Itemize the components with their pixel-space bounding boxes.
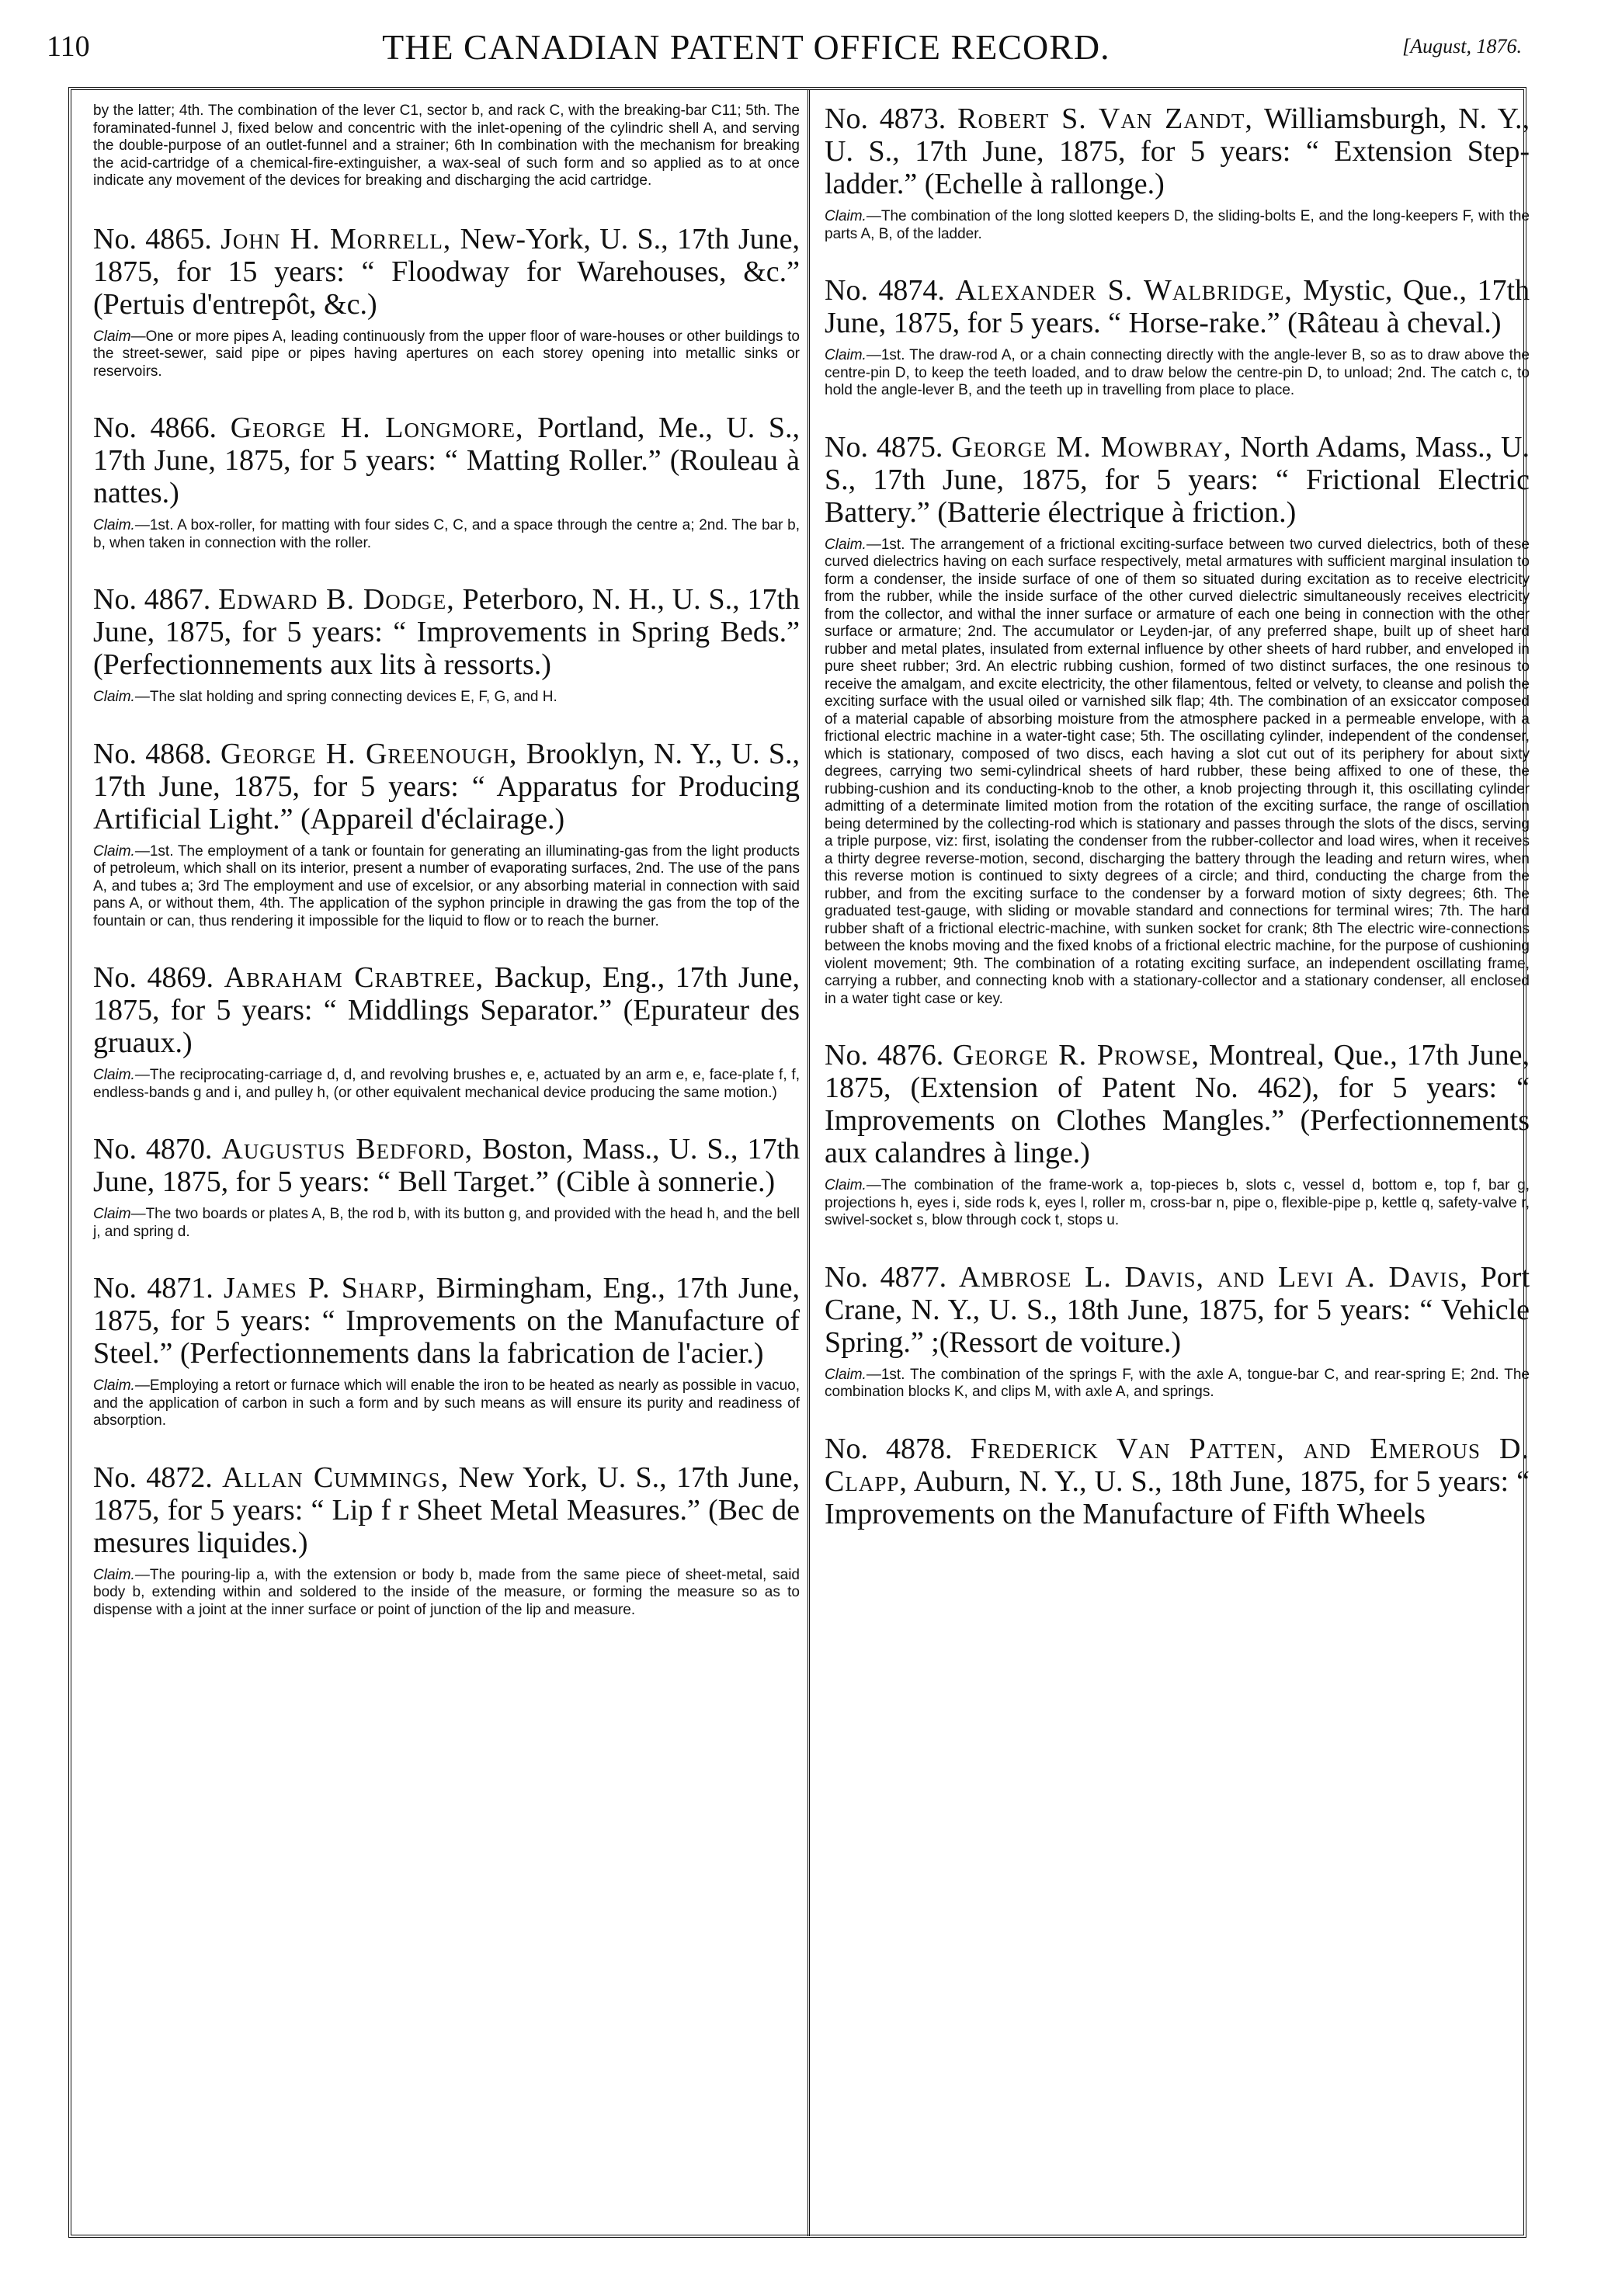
- claim-label: Claim.: [93, 1566, 135, 1583]
- inventor-name: George H. Longmore,: [230, 412, 524, 444]
- inventor-name: George M. Mowbray,: [951, 430, 1232, 464]
- patent-heading: [93, 1133, 800, 1198]
- claim-text: —The reciprocating-carriage d, d, and revolving brushes e, e, actuated by an arm e, e, face-plate f, f, endless-bands g and i, and pulley h, (or other equivalent mechanical device producing the same motion.): [93, 1067, 800, 1101]
- inventor-name: Robert S. Van Zandt,: [957, 102, 1253, 135]
- patent-number: No. 4878.: [825, 1432, 953, 1465]
- patent-entry: [93, 1272, 800, 1430]
- claim-label: Claim: [93, 328, 131, 345]
- patent-claim: [93, 1067, 800, 1102]
- inventor-name: Frederick Van Patten, and Emerous D. Clapp,: [825, 1432, 1530, 1498]
- column-divider: [807, 89, 810, 2236]
- patent-details: Birmingham, Eng., 17th June, 1875, for 5 years: “ Improvements on the Manufacture of Steel.” (Perfectionnements dans la fabrication de l'acier.): [93, 1272, 800, 1370]
- claim-text: —1st. The employment of a tank or fountain for generating an illuminating-gas from the light products of petroleum, which shall on its interior, present a number of evaporating surfaces, 2nd. The use of the pans A, and tubes a; 3rd The employment and use of excelsior, or any absorbing material in connection with said pans A, or without them, 4th. The application of the syphon principle in drawing the gas from the top of the fountain or can, thus rendering it impossible for the liquid to flow or to reach the burner.: [93, 842, 800, 929]
- inventor-name: James P. Sharp,: [223, 1272, 426, 1304]
- inventor-name: Allan Cummings,: [222, 1461, 450, 1494]
- claim-label: Claim.: [93, 842, 135, 860]
- patent-number: No. 4875.: [825, 430, 943, 464]
- patent-number: No. 4866.: [93, 412, 217, 444]
- claim-text: —The pouring-lip a, with the extension or body b, made from the same piece of sheet-metal, said body b, extending within and soldered to the inside of the measure, or forming the measure so as to dispense with a joint at the inner surface or point of junction of the lip and measure.: [93, 1566, 800, 1618]
- patent-details: Boston, Mass., U. S., 17th June, 1875, for 5 years: “ Bell Target.” (Cible à sonnerie.): [93, 1133, 801, 1198]
- claim-label: Claim.: [825, 536, 867, 553]
- journal-title: THE CANADIAN PATENT OFFICE RECORD.: [382, 26, 1110, 67]
- patent-entry: [825, 102, 1530, 243]
- claim-label: Claim.: [93, 517, 135, 533]
- patent-entry: [825, 1039, 1530, 1230]
- claim-text: —The combination of the long slotted keepers D, the sliding-bolts E, and the long-keepers F, with the parts A, B, of the ladder.: [825, 208, 1530, 242]
- patent-entry: [93, 223, 800, 381]
- claim-text: —The slat holding and spring connecting devices E, F, G, and H.: [134, 689, 557, 705]
- patent-claim: [825, 537, 1530, 1009]
- patent-heading: [93, 583, 800, 681]
- claim-label: Claim.: [825, 1177, 867, 1193]
- claim-text: —Employing a retort or furnace which will enable the iron to be heated as nearly as possible in vacuo, and the application of carbon in such a form and by such means as will ensure its purity and readiness of absorption.: [93, 1377, 800, 1429]
- patent-entry: [825, 431, 1530, 1009]
- claim-text: —1st. The draw-rod A, or a chain connecting directly with the angle-lever B, so as to draw above the centre-pin D, to keep the teeth loaded, and to draw below the centre-pin D, to unload; 2nd. The catch c, to hold the angle-lever B, and the teeth up in travelling from place to place.: [825, 347, 1530, 398]
- patent-entry: [93, 583, 800, 707]
- patent-entry: [825, 1433, 1530, 1530]
- patent-claim: [825, 208, 1530, 243]
- patent-claim: [825, 347, 1530, 400]
- patent-number: No. 4877.: [825, 1260, 947, 1294]
- patent-number: No. 4870.: [93, 1133, 213, 1165]
- patent-claim: [93, 1206, 800, 1241]
- right-column: [825, 102, 1530, 1561]
- claim-label: Claim.: [825, 347, 867, 363]
- patent-number: No. 4869.: [93, 961, 214, 994]
- claim-text: —One or more pipes A, leading continuously from the upper floor of ware-houses or other buildings to the street-sewer, said pipe or pipes having apertures on each storey opening into metallic sinks or reservoirs.: [93, 328, 800, 380]
- patent-heading: [93, 961, 800, 1059]
- patent-heading: [825, 431, 1530, 529]
- patent-claim: [93, 328, 800, 381]
- patent-heading: [93, 738, 800, 835]
- patent-entry: [825, 1261, 1530, 1402]
- inventor-name: George H. Greenough,: [221, 737, 518, 770]
- patent-entry: [93, 1133, 800, 1241]
- patent-entry: [93, 1461, 800, 1620]
- patent-details: Portland, Me., U. S., 17th June, 1875, for 5 years: “ Matting Roller.” (Rouleau à nattes.): [93, 412, 801, 509]
- patent-details: North Adams, Mass., U. S., 17th June, 1875, for 5 years: “ Frictional Electric Battery.” (Batterie électrique à friction.): [825, 430, 1530, 529]
- patent-number: No. 4874.: [825, 274, 945, 307]
- claim-label: Claim.: [825, 208, 867, 224]
- patent-details: New York, U. S., 17th June, 1875, for 5 years: “ Lip f r Sheet Metal Measures.” (Bec de mesures liquides.): [93, 1461, 801, 1559]
- claim-label: Claim.: [93, 1377, 135, 1394]
- inventor-name: George R. Prowse,: [953, 1039, 1200, 1072]
- page-number: 110: [47, 30, 90, 63]
- patent-heading: [93, 1272, 800, 1370]
- left-column: [93, 102, 800, 1650]
- patent-entry: [825, 274, 1530, 400]
- inventor-name: Abraham Crabtree,: [224, 961, 484, 994]
- patent-details: Port Crane, N. Y., U. S., 18th June, 1875, for 5 years: “ Vehicle Spring.” ;(Ressort de voiture.): [825, 1260, 1530, 1359]
- patent-details: Williamsburgh, N. Y., U. S., 17th June, 1875, for 5 years: “ Extension Step-ladder.” (Echelle à rallonge.): [825, 102, 1530, 200]
- inventor-name: John H. Morrell,: [221, 222, 452, 255]
- patent-entry: [93, 412, 800, 552]
- patent-heading: [825, 1261, 1530, 1359]
- claim-text: —1st. A box-roller, for matting with four sides C, C, and a space through the centre a; 2nd. The bar b, b, when taken in connection with the roller.: [93, 517, 800, 551]
- patent-details: Brooklyn, N. Y., U. S., 17th June, 1875, for 5 years: “ Apparatus for Producing Artificial Light.” (Appareil d'éclairage.): [93, 737, 800, 835]
- inventor-name: Edward B. Dodge,: [218, 583, 455, 616]
- patent-heading: [825, 1433, 1530, 1530]
- patent-claim: [825, 1177, 1530, 1230]
- patent-entry: [93, 738, 800, 931]
- patent-claim: [93, 517, 800, 552]
- patent-claim: [93, 1567, 800, 1620]
- patent-claim: [93, 843, 800, 931]
- claim-text: —The two boards or plates A, B, the rod b, with its button g, and provided with the head h, and the bell j, and spring d.: [93, 1206, 800, 1240]
- continued-claim: by the latter; 4th. The combination of the lever C1, sector b, and rack C, with the breaking-bar C11; 5th. The foraminated-funnel J, fixed below and concentric with the inlet-opening of the cylindric shell A, and serving the double-purpose of an outlet-funnel and a strainer; 6th In combination with the mechanism for breaking the acid-cartridge of a chemical-fire-extinguisher, a wax-seal of such form and so applied as to at once indicate any movement of the devices for breaking and discharging the acid cartridge.: [93, 102, 800, 189]
- claim-text: —1st. The combination of the springs F, with the axle A, tongue-bar C, and rear-spring E; 2nd. The combination blocks K, and clips M, with axle A, and springs.: [825, 1366, 1530, 1400]
- patent-details: Montreal, Que., 17th June, 1875, (Extension of Patent No. 462), for 5 years: “ Improvements on Clothes Mangles.” (Perfectionnements aux calandres à linge.): [825, 1039, 1530, 1169]
- patent-claim: [93, 1377, 800, 1430]
- patent-details: Backup, Eng., 17th June, 1875, for 5 years: “ Middlings Separator.” (Epurateur des gruaux.): [93, 961, 800, 1059]
- patent-number: No. 4871.: [93, 1272, 214, 1304]
- claim-label: Claim.: [825, 1366, 867, 1383]
- patent-number: No. 4872.: [93, 1461, 213, 1494]
- patent-claim: [93, 689, 800, 707]
- claim-label: Claim: [93, 1206, 131, 1222]
- claim-label: Claim.: [93, 689, 135, 705]
- inventor-name: Ambrose L. Davis, and Levi A. Davis,: [958, 1260, 1468, 1294]
- patent-details: Peterboro, N. H., U. S., 17th June, 1875, for 5 years: “ Improvements in Spring Beds.” (Perfectionnements aux lits à ressorts.): [93, 583, 801, 681]
- patent-number: No. 4873.: [825, 102, 946, 135]
- inventor-name: Alexander S. Walbridge,: [955, 274, 1293, 307]
- patent-heading: [93, 223, 800, 321]
- claim-text: —1st. The arrangement of a frictional exciting-surface between two curved dielectrics, both of these curved dielectrics having on each surface respectively, metal armatures with sufficient marginal insulation to form a condenser, the inside surface of one of them so situated during excitation as to receive electricity from the rubber, while the inside surface of the other curved dielectric simultaneously receives electricity from the collector, and withal the inner surface or armature of each one being in connection with the other surface or armature; 2nd. The accumulator or Leyden-jar, of any preferred shape, built up of sheet hard rubber and metal plates, insulated from external influence by other sheets of hard rubber, and enveloped in pure sheet rubber; 3rd. An electric rubbing cushion, formed of two distinct surfaces, the one resinous to receive the amalgam, and excite electricity, the other filamentous, felted or velvety, to cleanse and polish the exciting surface with the usual oiled or varnished silk flap; 4th. The combination of an exsiccator composed of a material capable of absorbing moisture from the atmosphere packed in a permeable envelope, with a frictional electric machine in a water-tight case; 5th. The oscillating cylinder, independent of the condenser, which is stationary, composed of two discs, each having a slot cut out of its periphery for about sixty degrees, carrying two semi-cylindrical sheets of hard rubber, these being affixed to one of these, the rubbing-cushion and its conducting-knob to the other, a knob projecting through it, this oscillating cylinder admitting of a determinate limited motion from the rotation of the exciting surface, the range of oscillation being determined by the collecting-rod which is stationary and passes through the slots of the discs, serving a triple purpose, viz: first, isolating the condenser from the rubber-collector and load wires, when it receives a thirty degree reverse-motion, second, discharging the battery through the leading and return wires, when this reverse motion is continued to sixty degrees of a circle; and third, conducting the charge from the rubber, and from the exciting surface to the condenser by a forward motion of sixty degrees; 6th. The graduated test-gauge, with sliding or movable standard and connections for terminal wires; 7th. The hard rubber shaft of a frictional electric-machine, with sunken socket for crank; 8th The electric wire-connections between the knobs moving and the fixed knobs of a frictional electric machine, for the purpose of cushioning violent movement; 9th. The combination of a rotating exciting surface, an independent oscillating frame, carrying a rubber, and connecting knob with a stationary-collector and a stationary condenser, all enclosed in a water tight case or key.: [825, 536, 1530, 1007]
- page-header: [47, 23, 1522, 70]
- claim-label: Claim.: [93, 1067, 135, 1083]
- claim-text: —The combination of the frame-work a, top-pieces b, slots c, vessel d, bottom e, top f, bar g, projections h, eyes i, side rods k, eyes l, roller m, cross-bar n, pipe o, flexible-pipe p, kettle q, safety-valve r, swivel-socket s, blow through cock t, stops u.: [825, 1177, 1530, 1228]
- patent-heading: [825, 102, 1530, 200]
- patent-number: No. 4867.: [93, 583, 211, 616]
- patent-number: No. 4865.: [93, 222, 212, 255]
- patent-number: No. 4876.: [825, 1039, 944, 1072]
- patent-details: Mystic, Que., 17th June, 1875, for 5 years. “ Horse-rake.” (Râteau à cheval.): [825, 274, 1530, 339]
- patent-heading: [825, 274, 1530, 339]
- patent-number: No. 4868.: [93, 737, 212, 770]
- issue-date: [August, 1876.: [1402, 35, 1522, 57]
- patent-details: New-York, U. S., 17th June, 1875, for 15 years: “ Floodway for Warehouses, &c.” (Pertuis d'entrepôt, &c.): [93, 222, 800, 321]
- patent-entry: [93, 961, 800, 1102]
- inventor-name: Augustus Bedford,: [221, 1133, 474, 1165]
- patent-heading: [825, 1039, 1530, 1169]
- patent-heading: [93, 1461, 800, 1559]
- patent-details: Auburn, N. Y., U. S., 18th June, 1875, for 5 years: “ Improvements on the Manufacture of Fifth Wheels: [825, 1464, 1530, 1530]
- patent-claim: [825, 1367, 1530, 1402]
- patent-heading: [93, 412, 800, 509]
